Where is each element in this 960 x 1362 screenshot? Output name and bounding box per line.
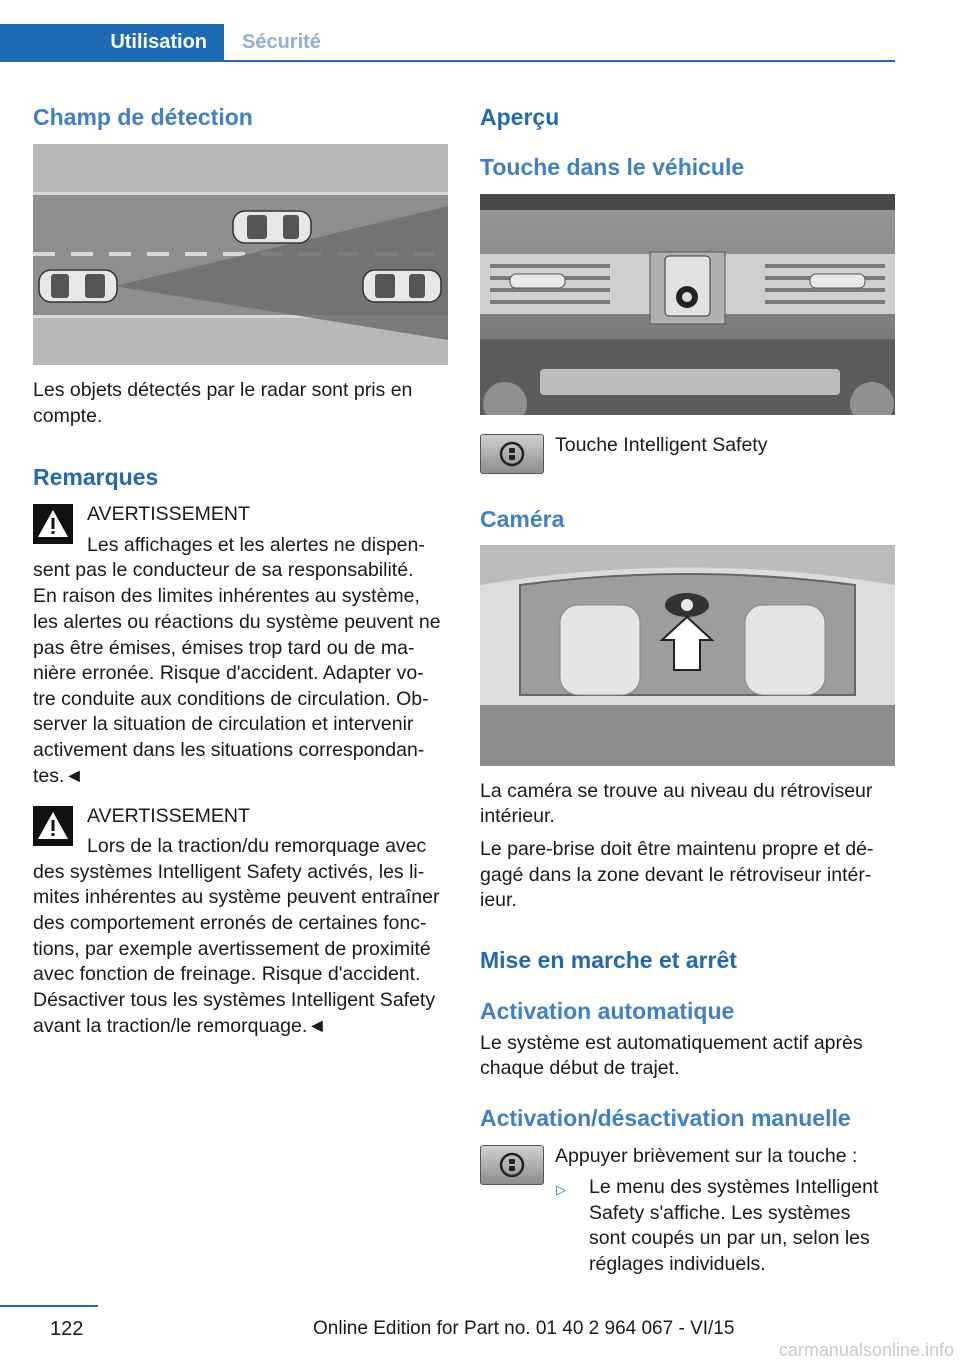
warning1-line: sent pas le conducteur de sa responsabilité. (33, 559, 414, 581)
heading-camera: Caméra (480, 506, 565, 532)
intelligent-safety-symbol (499, 441, 525, 467)
heading-remarks: Remarques (33, 464, 159, 490)
detection-caption-line2: compte. (33, 405, 103, 427)
camera-figure (480, 545, 895, 766)
warning2-line: des comportement erronés de certaines fonc- (33, 912, 427, 934)
warning2-line: avec fonction de freinage. Risque d'accident. (33, 963, 421, 985)
camera-line: ieur. (480, 889, 517, 911)
bullet-triangle-icon: ▷ (556, 1182, 566, 1197)
car-ahead-center (233, 211, 311, 243)
warning1-title: AVERTISSEMENT (87, 503, 250, 525)
heading-overview: Aperçu (480, 104, 560, 130)
warning2-line: avant la traction/le remorquage.◄ (33, 1015, 327, 1037)
online-edition: Online Edition for Part no. 01 40 2 964 067 - VI/15 (313, 1318, 735, 1339)
warning1-line: Les affichages et les alertes ne dispen- (87, 534, 425, 556)
warning1-line: activement dans les situations correspondan- (33, 739, 425, 761)
warning1-line: pas être émises, émises trop tard ou de ma- (33, 637, 415, 659)
warning2-line: Désactiver tous les systèmes Intelligent Safety (33, 989, 436, 1011)
tab-securite[interactable]: Sécurité (242, 31, 321, 53)
warning1-line: server la situation de circulation et intervenir (33, 713, 414, 735)
warning2-title: AVERTISSEMENT (87, 805, 250, 827)
warning2-line: des systèmes Intelligent Safety activés, les li- (33, 861, 425, 883)
bullet-line: Safety s'affiche. Les systèmes (589, 1202, 851, 1224)
detection-caption-line1: Les objets détectés par le radar sont pris en (33, 379, 413, 401)
intelligent-safety-button-icon (480, 1145, 544, 1185)
heading-button-in-vehicle: Touche dans le véhicule (480, 154, 745, 180)
detection-field-illustration (33, 144, 448, 365)
detection-field-figure (33, 144, 448, 365)
footer-rule (0, 1305, 98, 1307)
auto-line: chaque début de trajet. (480, 1057, 680, 1079)
warning-icon (33, 806, 73, 846)
auto-line: Le système est automatiquement actif après (480, 1032, 863, 1054)
warning1-line: nière erronée. Risque d'accident. Adapter vo- (33, 662, 424, 684)
warning1-line: tes.◄ (33, 765, 84, 787)
dashboard-illustration (480, 194, 895, 415)
bullet-line: sont coupés un par un, selon les (589, 1227, 870, 1249)
car-ahead-right (363, 270, 441, 302)
camera-line: gagé dans la zone devant le rétroviseur intér- (480, 864, 872, 886)
camera-illustration (480, 545, 895, 766)
dashboard-button-figure (480, 194, 895, 415)
header-tabbar (0, 24, 895, 62)
intelligent-safety-button-icon (480, 434, 544, 474)
heading-detection: Champ de détection (33, 104, 253, 130)
manual-intro: Appuyer brièvement sur la touche : (555, 1145, 858, 1167)
watermark: carmanualsonline.info (778, 1340, 954, 1360)
warning2-line: mites inhérentes au système peuvent entraîner (33, 886, 440, 908)
heading-auto-activation: Activation automatique (480, 998, 735, 1024)
warning1-line: En raison des limites inhérentes au système, (33, 585, 420, 607)
warning2-line: tions, par exemple avertissement de proximité (33, 938, 431, 960)
camera-line: intérieur. (480, 805, 555, 827)
heading-manual-activation: Activation/désactivation manuelle (480, 1105, 851, 1131)
heading-on-off: Mise en marche et arrêt (480, 947, 737, 973)
warning2-line: Lors de la traction/du remorquage avec (87, 835, 427, 857)
bullet-line: réglages individuels. (589, 1253, 766, 1275)
tab-utilisation[interactable]: Utilisation (0, 24, 224, 61)
warning1-line: les alertes ou réactions du système peuvent ne (33, 611, 441, 633)
camera-line: Le pare-brise doit être maintenu propre et dé- (480, 838, 874, 860)
button-label: Touche Intelligent Safety (555, 434, 768, 456)
bullet-line: Le menu des systèmes Intelligent (589, 1176, 879, 1198)
car-own (39, 270, 117, 302)
warning1-line: tre conduite aux conditions de circulation. Ob- (33, 688, 429, 710)
page-number: 122 (50, 1318, 84, 1340)
camera-line: La caméra se trouve au niveau du rétroviseur (480, 780, 873, 802)
intelligent-safety-symbol (499, 1152, 525, 1178)
warning-icon (33, 504, 73, 544)
